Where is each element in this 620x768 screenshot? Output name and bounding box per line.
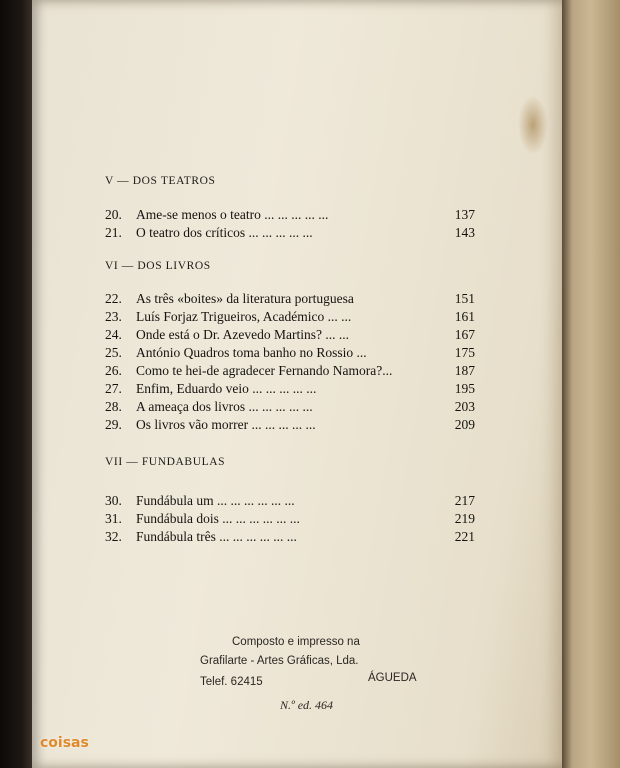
entry-page: 203 bbox=[454, 399, 475, 414]
entry-title: As três «boites» da literatura portuguesa bbox=[136, 291, 354, 306]
entry-page: 161 bbox=[454, 309, 475, 324]
entry-title: A ameaça dos livros ... ... ... ... ... bbox=[136, 399, 313, 414]
entry-title: Fundábula três ... ... ... ... ... ... bbox=[136, 529, 297, 544]
imprint-line-1: Composto e impresso na bbox=[232, 636, 360, 648]
entry-page: 217 bbox=[454, 493, 475, 508]
toc-entry bbox=[105, 363, 475, 381]
entry-number: 23. bbox=[105, 309, 122, 324]
imprint-phone: Telef. 62415 bbox=[200, 676, 263, 688]
entry-title: Onde está o Dr. Azevedo Martins? ... ... bbox=[136, 327, 349, 342]
section-heading-teatros: V — DOS TEATROS bbox=[105, 175, 216, 187]
entry-title: Fundábula dois ... ... ... ... ... ... bbox=[136, 511, 300, 526]
background-left bbox=[0, 0, 32, 768]
entry-page: 175 bbox=[454, 345, 475, 360]
toc-entry bbox=[105, 381, 475, 399]
entry-page: 187 bbox=[454, 363, 475, 378]
entry-title: O teatro dos críticos ... ... ... ... ... bbox=[136, 225, 313, 240]
facing-page-edge bbox=[562, 0, 620, 768]
entry-title: Os livros vão morrer ... ... ... ... ... bbox=[136, 417, 316, 432]
entry-page: 195 bbox=[454, 381, 475, 396]
section-heading-livros: VI — DOS LIVROS bbox=[105, 260, 211, 272]
entry-title: Ame-se menos o teatro ... ... ... ... ... bbox=[136, 207, 329, 222]
toc-entry bbox=[105, 511, 475, 529]
toc-entry bbox=[105, 493, 475, 511]
toc-entry bbox=[105, 225, 475, 243]
entry-number: 29. bbox=[105, 417, 122, 432]
entry-title: Luís Forjaz Trigueiros, Académico ... ... bbox=[136, 309, 352, 324]
entry-number: 27. bbox=[105, 381, 122, 396]
entry-page: 209 bbox=[454, 417, 475, 432]
entry-number: 20. bbox=[105, 207, 122, 222]
entry-number: 26. bbox=[105, 363, 122, 378]
toc-entry bbox=[105, 345, 475, 363]
watermark-logo: coisas bbox=[40, 735, 89, 751]
entry-page: 151 bbox=[454, 291, 475, 306]
entry-number: 22. bbox=[105, 291, 122, 306]
entry-title: Enfim, Eduardo veio ... ... ... ... ... bbox=[136, 381, 317, 396]
toc-entry bbox=[105, 327, 475, 345]
entry-title: António Quadros toma banho no Rossio ... bbox=[136, 345, 367, 360]
entry-number: 25. bbox=[105, 345, 122, 360]
entry-title: Como te hei-de agradecer Fernando Namora?... bbox=[136, 363, 393, 378]
toc-entry bbox=[105, 309, 475, 327]
entry-page: 167 bbox=[454, 327, 475, 342]
entry-page: 221 bbox=[454, 529, 475, 544]
entry-number: 21. bbox=[105, 225, 122, 240]
entry-page: 143 bbox=[454, 225, 475, 240]
toc-entry bbox=[105, 291, 475, 309]
entry-number: 32. bbox=[105, 529, 122, 544]
toc-entry bbox=[105, 399, 475, 417]
entry-page: 137 bbox=[454, 207, 475, 222]
entry-page: 219 bbox=[454, 511, 475, 526]
entry-number: 24. bbox=[105, 327, 122, 342]
imprint-city: ÁGUEDA bbox=[368, 672, 417, 684]
toc-entry bbox=[105, 207, 475, 225]
entry-number: 30. bbox=[105, 493, 122, 508]
entry-number: 31. bbox=[105, 511, 122, 526]
imprint-line-2: Grafilarte - Artes Gráficas, Lda. bbox=[200, 655, 359, 667]
toc-entry bbox=[105, 529, 475, 547]
paper-stain bbox=[518, 95, 548, 155]
section-heading-fundabulas: VII — FUNDABULAS bbox=[105, 456, 226, 468]
toc-entry bbox=[105, 417, 475, 435]
edition-number: N.º ed. 464 bbox=[280, 698, 334, 712]
entry-number: 28. bbox=[105, 399, 122, 414]
entry-title: Fundábula um ... ... ... ... ... ... bbox=[136, 493, 295, 508]
